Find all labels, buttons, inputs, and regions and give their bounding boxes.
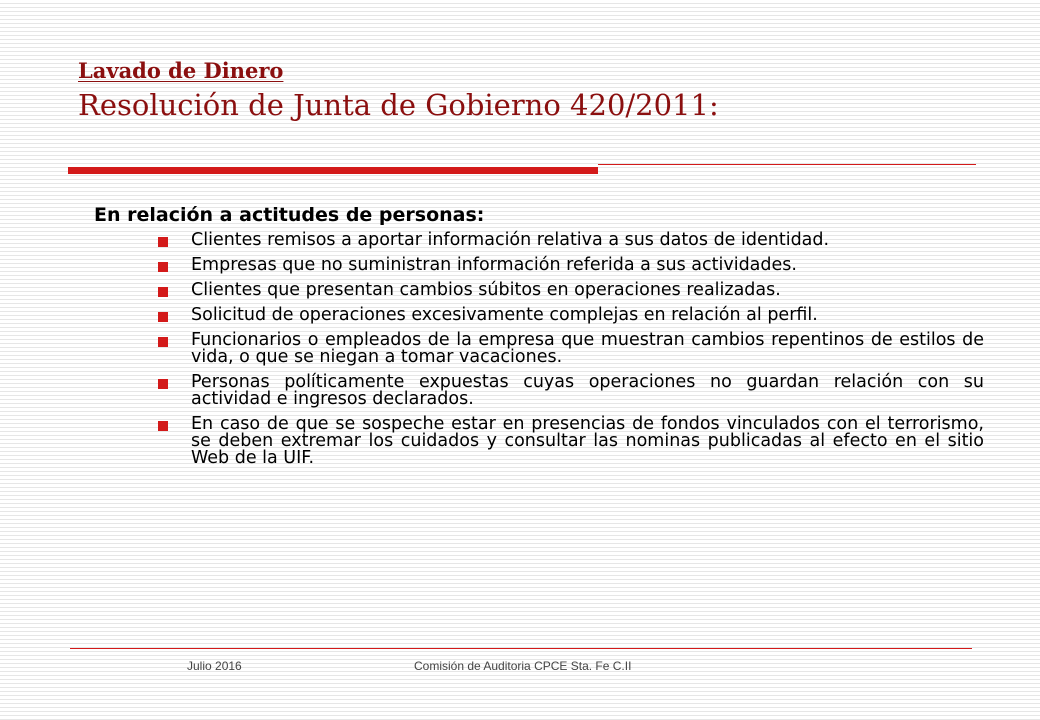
bullet-square-icon <box>158 237 168 247</box>
list-item <box>94 257 984 274</box>
title-main: Lavado de Dinero <box>78 58 284 83</box>
bullet-square-icon <box>158 287 168 297</box>
footer-organization: Comisión de Auditoria CPCE Sta. Fe C.II <box>414 659 632 673</box>
list-item <box>94 307 984 324</box>
slide-title <box>78 56 978 124</box>
list-item <box>94 232 984 249</box>
bullet-square-icon <box>158 312 168 322</box>
list-item-text: Personas políticamente expuestas cuyas operaciones no guardan relación con su actividad e ingresos declarados. <box>191 372 984 409</box>
list-item-text: En caso de que se sospeche estar en presencias de fondos vinculados con el terrorismo, se deben extremar los cuidados y consultar las nominas publicadas al efecto en el sitio Web de la UIF. <box>191 414 984 468</box>
list-item <box>94 416 984 467</box>
title-rule-thick <box>68 167 598 174</box>
list-item-text: Solicitud de operaciones excesivamente complejas en relación al perfil. <box>191 305 818 325</box>
list-item-text: Clientes que presentan cambios súbitos en operaciones realizadas. <box>191 280 781 300</box>
title-subtitle: Resolución de Junta de Gobierno 420/2011: <box>78 88 719 122</box>
bullet-square-icon <box>158 262 168 272</box>
footer-date: Julio 2016 <box>187 659 242 673</box>
section-heading: En relación a actitudes de personas: <box>94 204 485 226</box>
footer-rule <box>70 648 972 649</box>
bullet-square-icon <box>158 337 168 347</box>
title-rule-thin <box>598 164 976 165</box>
list-item <box>94 374 984 408</box>
content-area <box>94 202 984 475</box>
bullet-list <box>94 232 984 467</box>
list-item-text: Clientes remisos a aportar información relativa a sus datos de identidad. <box>191 230 830 250</box>
list-item-text: Empresas que no suministran información referida a sus actividades. <box>191 255 797 275</box>
list-item <box>94 282 984 299</box>
list-item <box>94 332 984 366</box>
bullet-square-icon <box>158 379 168 389</box>
list-item-text: Funcionarios o empleados de la empresa que muestran cambios repentinos de estilos de vida, o que se niegan a tomar vacaciones. <box>191 330 984 367</box>
bullet-square-icon <box>158 421 168 431</box>
